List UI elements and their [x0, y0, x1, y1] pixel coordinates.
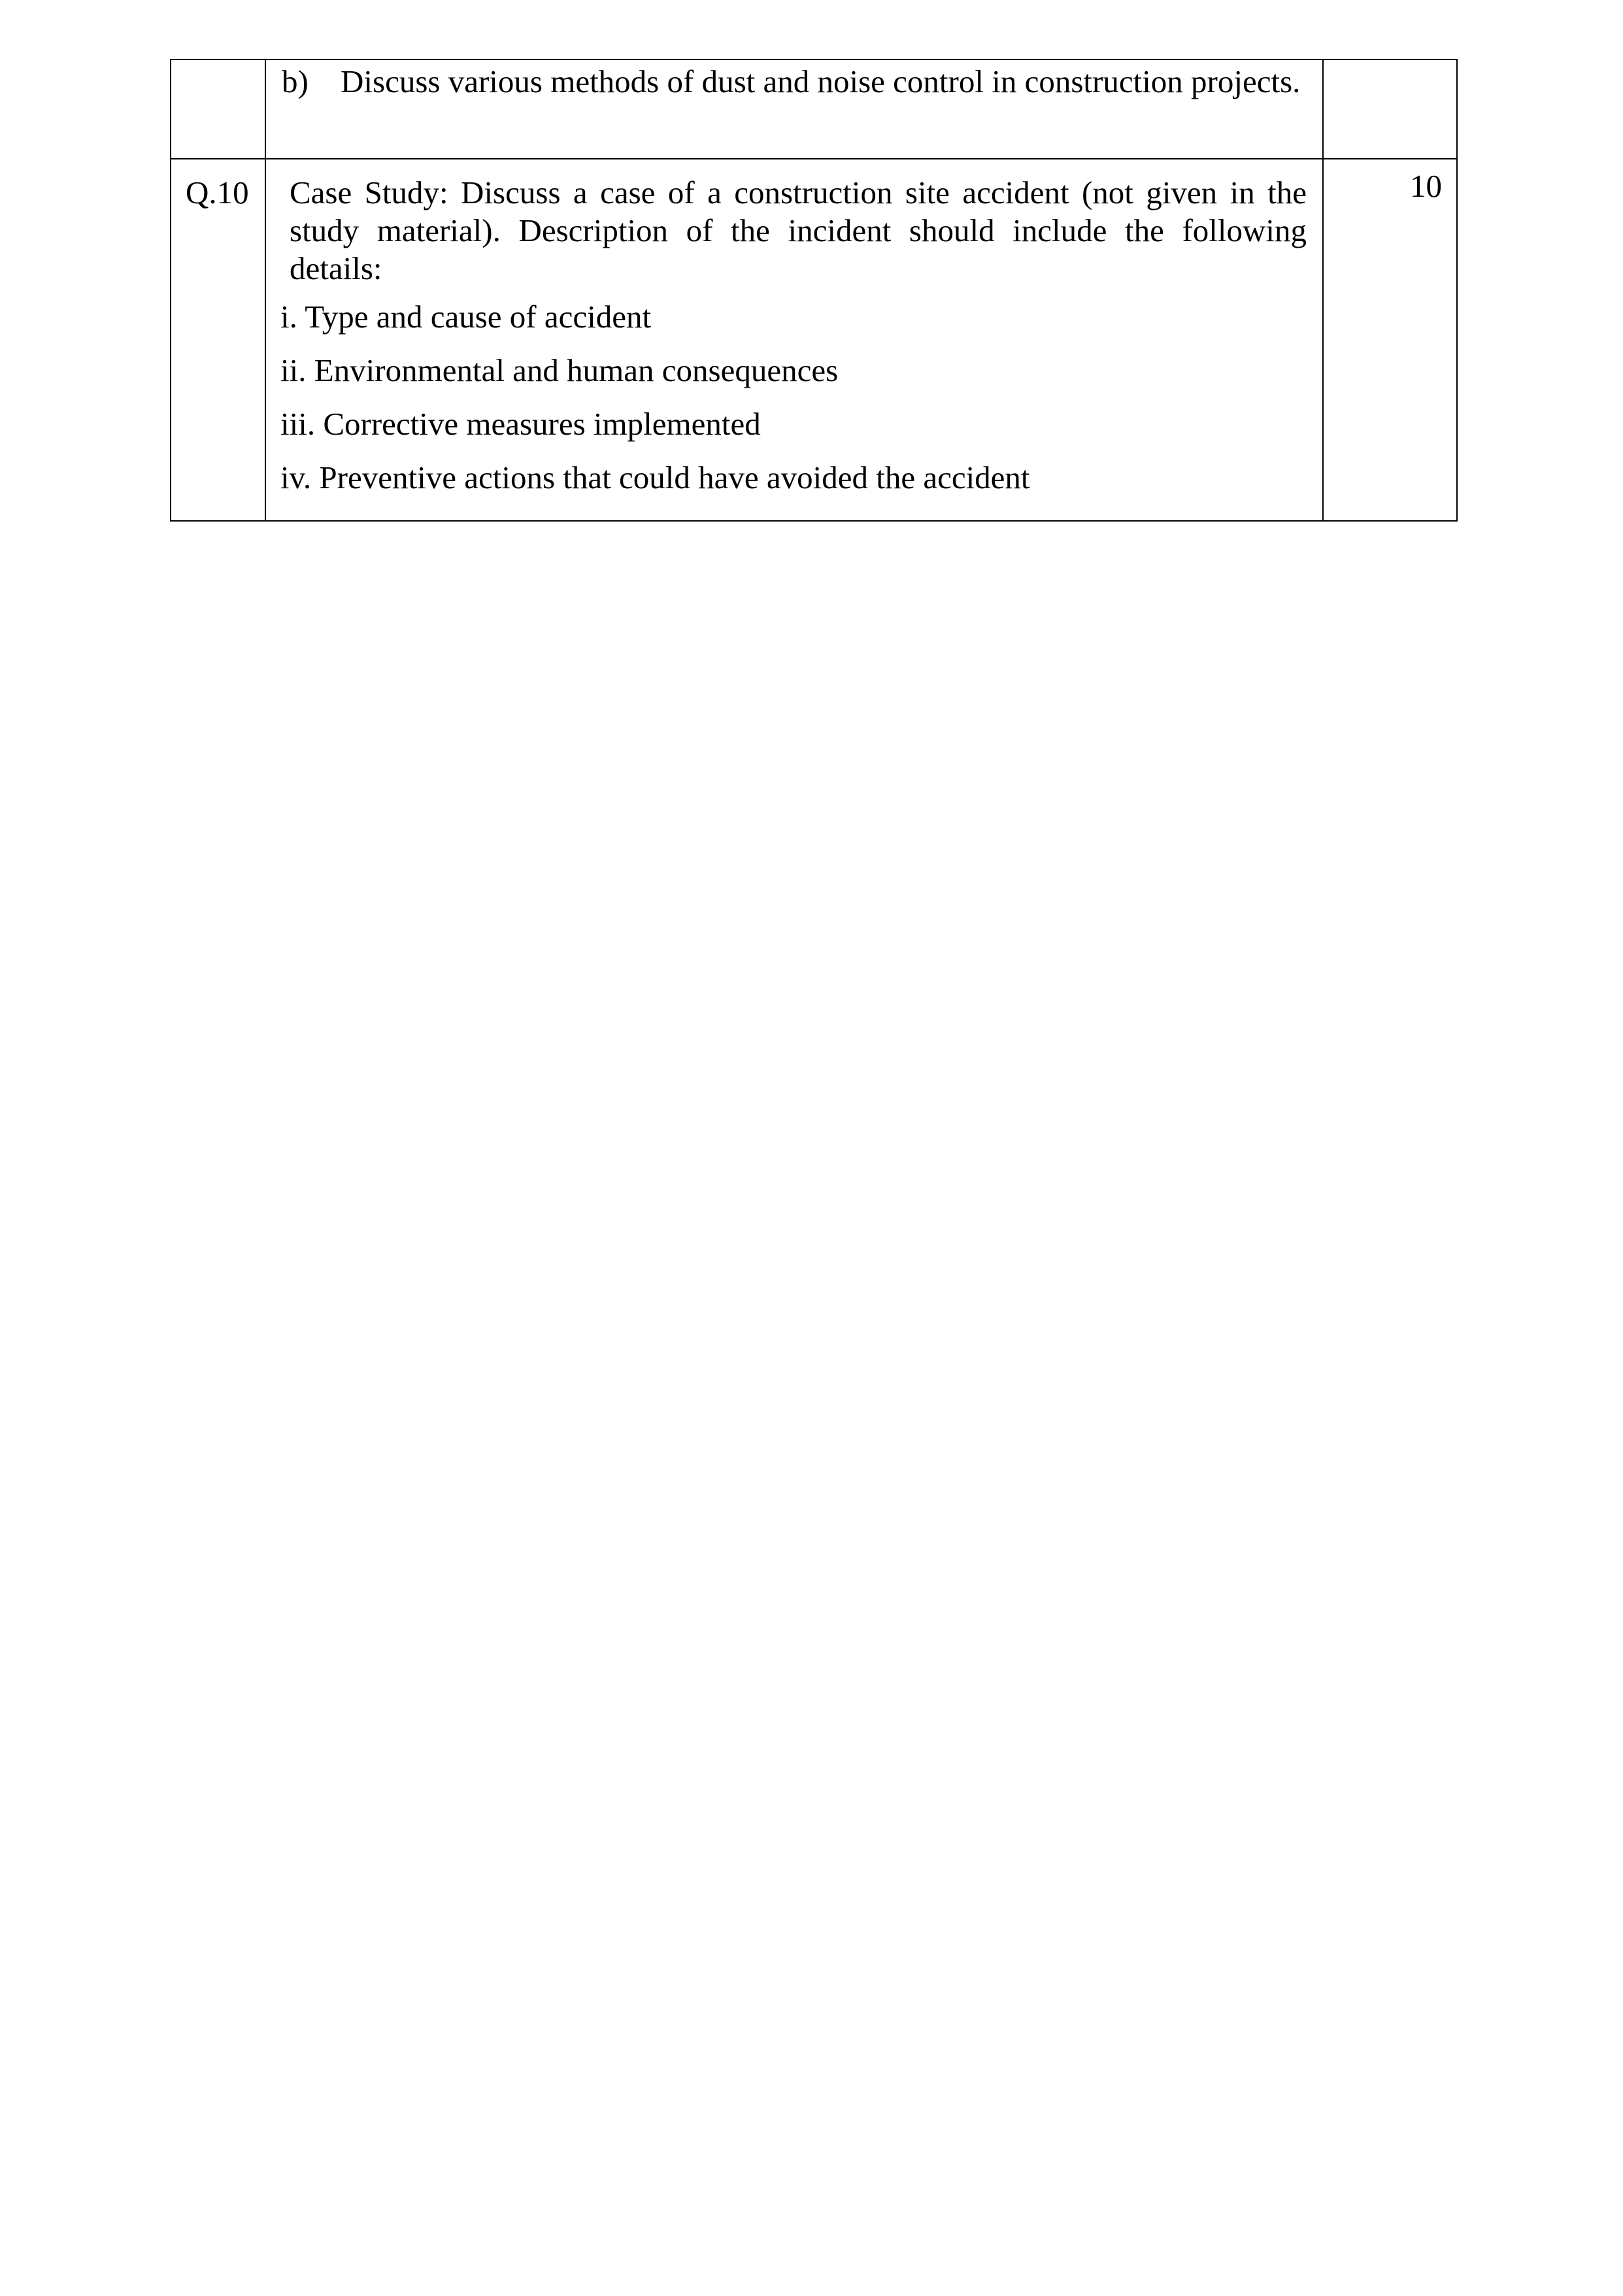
- detail-item: i. Type and cause of accident: [280, 299, 652, 335]
- sub-question: [266, 60, 1322, 101]
- detail-item: ii. Environmental and human consequences: [280, 352, 839, 388]
- question-row: [171, 59, 1457, 159]
- question-table: [170, 59, 1458, 522]
- question-number: [171, 60, 265, 75]
- marks-value: 10: [1410, 168, 1442, 204]
- marks-value: [1324, 60, 1456, 68]
- question-body-cell: [265, 59, 1323, 159]
- case-study-text: Case Study: Discuss a case of a construction site accident (not given in the study material). Description of the incident should include the following details:: [290, 175, 1307, 286]
- question-number-cell: [171, 159, 265, 521]
- marks-cell: [1323, 159, 1457, 521]
- sub-question-text: Discuss various methods of dust and noise control in construction projects.: [341, 63, 1301, 99]
- detail-item: iii. Corrective measures implemented: [280, 406, 761, 442]
- sub-question-label: b): [282, 63, 309, 99]
- detail-list: [266, 288, 1322, 497]
- detail-item: iv. Preventive actions that could have avoided the accident: [280, 459, 1030, 495]
- question-row: [171, 159, 1457, 521]
- question-number-cell: [171, 59, 265, 159]
- question-number: Q.10: [186, 175, 249, 210]
- marks-cell: [1323, 59, 1457, 159]
- question-body-cell: [265, 159, 1323, 521]
